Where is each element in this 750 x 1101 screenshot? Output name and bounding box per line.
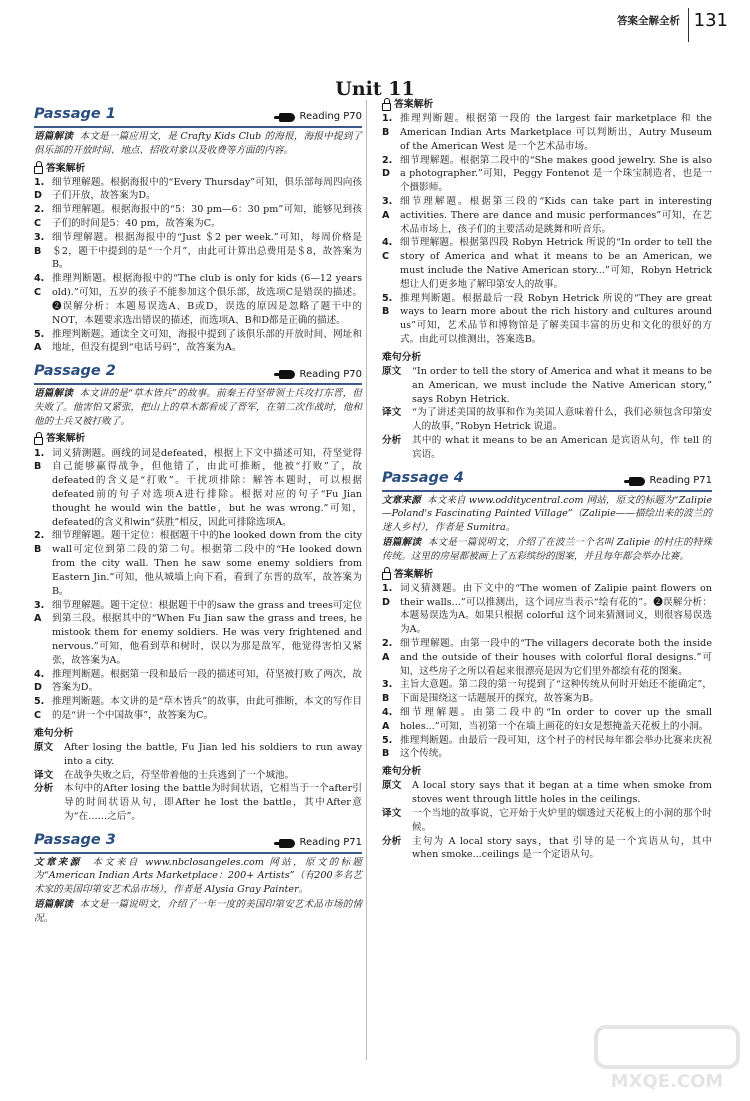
- reading-reference: Reading P70: [279, 110, 362, 124]
- passage-title: Passage 3: [34, 831, 116, 848]
- answer-list: [34, 176, 362, 356]
- answer-item: 5. A 推理判断题。通读全文可知，海报中提到了该俱乐部的开放时间、网址和地址，但没有提到“电话号码”，故答案为A。: [34, 328, 362, 354]
- passage-title: Passage 2: [34, 363, 116, 380]
- answer-item: 3. A 细节理解题。题干定位：根据题干中的saw the grass and trees可定位到第三段。根据其中的“When Fu Jian saw the grass and trees, he mistook them for enemy soldiers. He was very frightened and nervous.”可知，他看到草和树时，误以为那是敌军，他觉得害怕又紧张，故答案为A。: [34, 599, 362, 666]
- answer-item: 1. D 细节理解题。根据海报中的“Every Thursday”可知，俱乐部每周四向孩子们开放，故答案为D。: [34, 176, 362, 202]
- header-label: 答案全解全析: [617, 15, 680, 27]
- passage-4-heading: [382, 468, 712, 492]
- passage-summary: 语篇解读 本文是一篇说明文，介绍了一年一度的美国印第安艺术品市场的情况。: [34, 899, 363, 924]
- answer-item: 3. A 细节理解题。根据第三段的“Kids can take part in interesting activities. There are dance and music performances”可知，在艺术品市场上，孩子们的主要活动是跳舞和听音乐。: [382, 195, 712, 235]
- reading-reference: Reading P71: [629, 474, 712, 488]
- article-source: 文章来源 本文来自 www.odditycentral.com 网站，原文的标题为“Zalipie—Poland's Fascinating Painted Village”（Zalipie——描绘出来的波兰的迷人乡村），作者是 Sumitra。: [382, 494, 712, 534]
- answer-item: 3. B 细节理解题。根据海报中的“Just ＄2 per week.”可知，每周价格是＄2，题干中提到的是“一个月”，由此可计算出总费用是＄8，故答案为B。: [34, 231, 362, 271]
- article-source: 文章来源 本文来自 www.nbclosangeles.com 网站，原文的标题为“American Indian Arts Marketplace：200+ Artists”（有200多名艺术家的美国印第安艺术品市场），作者是 Alysia Gray Painter。: [34, 856, 363, 896]
- answer-item: 2. C 细节理解题。根据海报中的“5：30 pm—6：30 pm”可知，能够见到孩子们的时间是5：40 pm，故答案为C。: [34, 204, 362, 230]
- page-number: 131: [693, 10, 728, 31]
- answers-heading: 答案解析: [382, 98, 712, 112]
- answer-item: 5. C 推理判断题。本文讲的是“草木皆兵”的故事，由此可推断，本文的写作目的是“讲一个中国故事”，故答案为C。: [34, 696, 362, 721]
- passage-summary: 语篇解读 本文是一篇应用文，是 Crafty Kids Club 的海报，海报中提到了俱乐部的开放时间、地点、招收对象以及收费等方面的内容。: [34, 130, 363, 156]
- answer-list: [382, 112, 712, 347]
- pointing-hand-icon: [279, 370, 295, 379]
- right-column: [382, 98, 712, 862]
- analysis-row: 原文 After losing the battle, Fu Jian led his soldiers to run away into a city.: [34, 741, 362, 767]
- difficult-sentence-analysis: [382, 365, 712, 462]
- reading-reference: Reading P70: [279, 368, 362, 382]
- lock-icon: [382, 572, 391, 580]
- analysis-row: 译文 一个当地的故事说，它开始于火炉里的烟透过天花板上的小洞的那个时候。: [382, 808, 712, 833]
- answers-heading: 答案解析: [34, 432, 362, 446]
- unit-title: Unit 11: [335, 78, 415, 100]
- passage-title: Passage 1: [34, 106, 116, 122]
- lock-icon: [382, 103, 391, 111]
- pointing-hand-icon: [629, 477, 645, 486]
- analysis-row: 分析 其中的 what it means to be an American 是宾语从句，作 tell 的宾语。: [382, 435, 712, 460]
- analysis-row: 分析 主句为 A local story says，that 引导的是一个宾语从句，其中 when smoke...ceilings 是一个定语从句。: [382, 835, 712, 861]
- answer-item: 5. B 推理判断题。由最后一段可知，这个村子的村民每年都会举办比赛来庆祝这个传统。: [382, 734, 712, 760]
- difficult-sentence-heading: 难句分析: [34, 727, 74, 739]
- answer-item: 3. B 主旨大意题。第二段的第一句提到了“这种传统从何时开始还不能确定”，下面是围绕这一话题展开的探究，故答案为B。: [382, 679, 712, 705]
- answer-item: 5. B 推理判断题。根据最后一段 Robyn Hetrick 所说的“They are great ways to learn more about the rich history and cultures around us”可知，艺术品节和博物馆是了解美国丰富的历史和文化的很好的方式。由此可以推测出，答案选B。: [382, 292, 712, 346]
- lock-icon: [34, 437, 43, 445]
- column-divider: [366, 100, 367, 1060]
- pointing-hand-icon: [279, 113, 295, 122]
- page-header: [0, 0, 750, 56]
- answer-list: [382, 582, 712, 762]
- answer-item: 4. C 细节理解题。根据第四段 Robyn Hetrick 所说的“In order to tell the story of America and what it means to be an American, we must include the Native American story...”可知，Robyn Hetrick 想让人们更多地了解印第安人的故事。: [382, 237, 712, 290]
- watermark-text: MXQE.COM: [610, 1071, 724, 1092]
- answer-item: 1. B 推理判断题。根据第一段的 the largest fair marketplace 和 the American Indian Arts Marketplace 可以判断出，Autry Museum of the American West 是一个艺术品市场。: [382, 113, 712, 152]
- answer-item: 2. D 细节理解题。根据第二段中的“She makes good jewelry. She is also a photographer.”可知，Peggy Fontenot 是一个珠宝制造者，也是一个摄影师。: [382, 154, 712, 194]
- analysis-row: 译文 “为了讲述美国的故事和作为美国人意味着什么，我们必须包含印第安人的故事，”Robyn Hetrick 说道。: [382, 407, 712, 433]
- answer-item: 2. A 细节理解题。由第一段中的“The villagers decorate both the inside and the outside of their houses with colorful floral designs.”可知，这些房子之所以看起来很漂亮是因为它们里外都绘有花的图案。: [382, 637, 712, 677]
- header-divider: [688, 8, 690, 42]
- reading-reference: Reading P71: [279, 836, 362, 850]
- answer-item: 2. B 细节理解题。题干定位：根据题干中的he looked down from the city wall可定位到第二段的第二句。根据第二段中的“He looked down from the city wall. Then he saw some enemy soldiers from Eastern Jin.”可知，他从城墙上向下看，看到了东晋的敌军，故答案为B。: [34, 530, 362, 597]
- pointing-hand-icon: [279, 839, 295, 848]
- passage-1-heading: [34, 104, 362, 128]
- analysis-row: 原文 “In order to tell the story of America and what it means to be an American, we must include the Native American story,” says Robyn Hetrick.: [382, 366, 712, 405]
- difficult-sentence-heading: 难句分析: [382, 351, 422, 363]
- passage-2-heading: [34, 361, 362, 385]
- answer-item: 4. D 推理判断题。根据第一段和最后一段的描述可知，苻坚被打败了两次，故答案为D。: [34, 668, 362, 694]
- analysis-row: 译文 在战争失败之后，苻坚带着他的士兵逃到了一个城池。: [34, 769, 295, 781]
- passage-title: Passage 4: [382, 469, 464, 486]
- passage-summary: 语篇解读 本文是一篇说明文，介绍了在波兰一个名叫 Zalipie 的村庄的特殊传统。这里的房屋都被画上了五彩缤纷的图案，并且每年都会举办比赛。: [382, 537, 712, 562]
- answer-item: 1. D 词义猜测题。由下文中的“The women of Zalipie paint flowers on their walls...”可以推测出，这个词应当表示“绘有花的”。❷误解分析：本题易误选为A。如果只根据 colorful 这个词来猜测词义，则很容易误选为A。: [382, 582, 712, 636]
- passage-3-heading: [34, 830, 362, 854]
- difficult-sentence-analysis: [34, 741, 362, 824]
- answer-item: 4. A 细节理解题。由第二段中的“In order to cover up the small holes...”可知，当初第一个在墙上画花的妇女是想掩盖天花板上的小洞。: [382, 707, 712, 732]
- passage-summary: 语篇解读 本文讲的是“草木皆兵”的故事。前秦王苻坚带领士兵攻打东晋，但失败了。他害怕又紧张，把山上的草木都看成了晋军，在第二次作战时，他和他的士兵又被打败了。: [34, 388, 363, 427]
- answer-list: [34, 447, 362, 723]
- answers-heading: 答案解析: [34, 162, 362, 176]
- watermark-logo: [592, 1025, 742, 1093]
- answer-item: 4. C 推理判断题。根据海报中的“The club is only for kids (6—12 years old).”可知，五岁的孩子不能参加这个俱乐部，故选项C是错误的描述。❷误解分析：本题易误选A、B或D，误选的原因是忽略了题干中的NOT，本题要求选出错误的描述，而选项A、B和D都是正确的描述。: [34, 273, 362, 326]
- difficult-sentence-heading: 难句分析: [382, 766, 422, 778]
- analysis-row: 分析 本句中的After losing the battle为时间状语，它相当于一个after引导的时间状语从句，即After he lost the battle，其中After意为“在……之后”。: [34, 783, 362, 822]
- difficult-sentence-analysis: [382, 779, 712, 862]
- answer-item: 1. B 词义猜测题。画线的词是defeated，根据上下文中描述可知，苻坚觉得自己能够赢得战争，但他错了，由此可推断，他被“打败”了，故defeated的含义是“打败”。干扰项排除：解答本题时，可以根据defeated前的句子对选项A进行排除。根据对应的句子“Fu Jian thought he would win the battle，but he was wrong.”可知，defeated的含义和win“获胜”相反，因此可排除选项A。: [34, 447, 362, 528]
- analysis-row: 原文 A local story says that it began at a time when smoke from stoves went through little holes in the ceilings.: [382, 780, 712, 806]
- left-column: [34, 98, 362, 927]
- answers-heading: 答案解析: [382, 568, 712, 582]
- lock-icon: [34, 166, 43, 174]
